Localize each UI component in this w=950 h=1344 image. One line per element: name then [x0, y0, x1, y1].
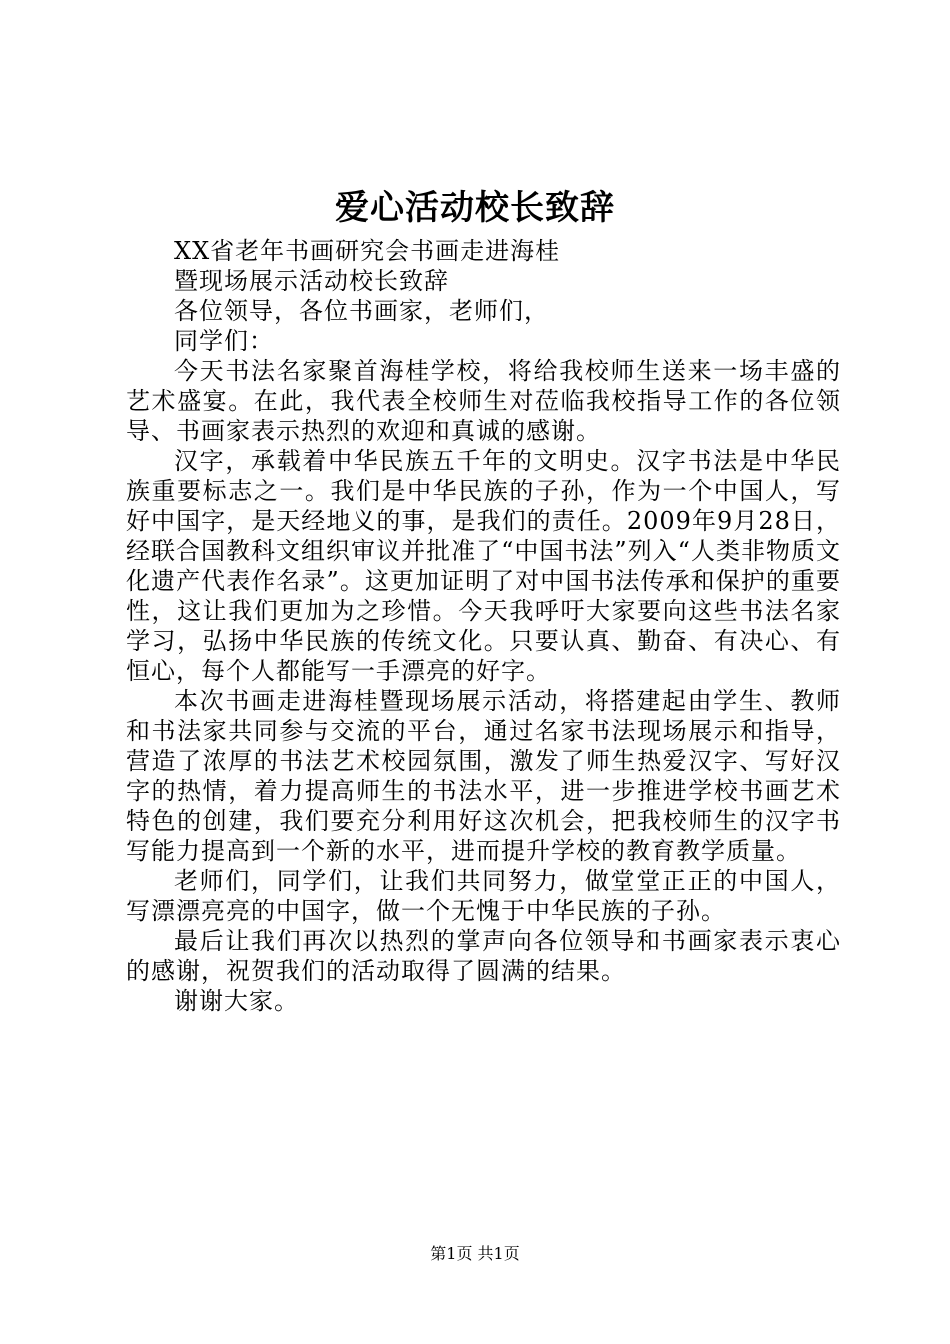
paragraph-greeting-1: 各位领导，各位书画家，老师们， — [174, 297, 549, 325]
page-footer: 第1页 共1页 — [430, 1244, 520, 1263]
paragraph-welcome: 今天书法名家聚首海桂学校，将给我校师生送来一场丰盛的艺术盛宴。在此，我代表全校师生对莅临我校指导工作的各位领导、书画家表示热烈的欢迎和真诚的感谢。 — [126, 357, 841, 445]
paragraph-event-line-2: 暨现场展示活动校长致辞 — [174, 267, 449, 295]
document-title: 爱心活动校长致辞 — [335, 188, 615, 228]
paragraph-greeting-2: 同学们： — [174, 327, 274, 355]
paragraph-closing: 谢谢大家。 — [174, 987, 299, 1015]
document-body — [126, 236, 841, 1016]
paragraph-chinese-characters: 汉字，承载着中华民族五千年的文明史。汉字书法是中华民族重要标志之一。我们是中华民族的子孙，作为一个中国人，写好中国字，是天经地义的事，是我们的责任。2009年9月28日，经联合国教科文组织审议并批准了“中国书法”列入“人类非物质文化遗产代表作名录”。这更加证明了对中国书法传承和保护的重要性，这让我们更加为之珍惜。今天我呼吁大家要向这些书法名家学习，弘扬中华民族的传统文化。只要认真、勤奋、有决心、有恒心，每个人都能写一手漂亮的好字。 — [126, 447, 841, 685]
paragraph-event-purpose: 本次书画走进海桂暨现场展示活动，将搭建起由学生、教师和书法家共同参与交流的平台，通过名家书法现场展示和指导，营造了浓厚的书法艺术校园氛围，激发了师生热爱汉字、写好汉字的热情，着力提高师生的书法水平，进一步推进学校书画艺术特色的创建，我们要充分利用好这次机会，把我校师生的汉字书写能力提高到一个新的水平，进而提升学校的教育教学质量。 — [126, 687, 841, 865]
paragraph-call-to-action: 老师们，同学们，让我们共同努力，做堂堂正正的中国人，写漂漂亮亮的中国字，做一个无愧于中华民族的子孙。 — [126, 867, 841, 925]
paragraph-event-line-1: XX省老年书画研究会书画走进海桂 — [174, 237, 561, 265]
paragraph-thanks: 最后让我们再次以热烈的掌声向各位领导和书画家表示衷心的感谢，祝贺我们的活动取得了圆满的结果。 — [126, 927, 841, 985]
